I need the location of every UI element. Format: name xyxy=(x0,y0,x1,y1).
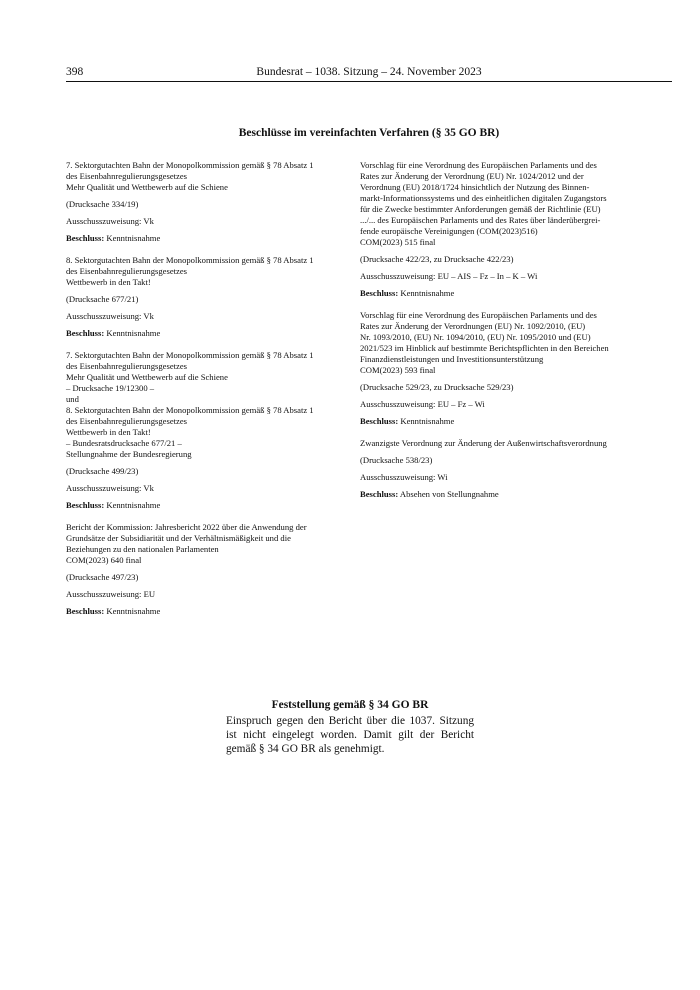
entry-title xyxy=(66,255,341,288)
entry-title-line: markt-Informationssystems und des einheitlichen digitalen Zugangstors xyxy=(360,193,607,203)
beschluss-label: Beschluss: xyxy=(66,233,105,243)
beschluss-label: Beschluss: xyxy=(66,606,105,616)
feststellung-text: Einspruch gegen den Bericht über die 1037. Sitzung ist nicht eingelegt worden. Damit gilt der Bericht gemäß § 34 GO BR als genehmigt. xyxy=(226,715,474,755)
drucksache-ref: (Drucksache 334/19) xyxy=(66,199,139,209)
left-column xyxy=(66,160,341,628)
entry-title-line: Verordnung (EU) 2018/1724 hinsichtlich der Nutzung des Binnen- xyxy=(360,182,590,192)
entry-title-line: für die Zwecke bestimmter Anforderungen gemäß der Richtlinie (EU) xyxy=(360,204,601,214)
beschluss-label: Beschluss: xyxy=(66,500,105,510)
ausschusszuweisung: Ausschusszuweisung: EU xyxy=(66,589,156,599)
page-number: 398 xyxy=(66,66,84,78)
entry-title-line: Mehr Qualität und Wettbewerb auf die Schiene xyxy=(66,372,228,382)
entry-title xyxy=(66,160,341,193)
beschluss xyxy=(360,416,635,427)
entry-title-line: Rates zur Änderung der Verordnung (EU) Nr. 1024/2012 und der xyxy=(360,171,584,181)
entry-title-line: Grundsätze der Subsidiarität und der Verhältnismäßigkeit und die xyxy=(66,533,291,543)
agenda-entry xyxy=(360,160,635,299)
beschluss xyxy=(360,288,635,299)
entry-title-line: Wettbewerb in den Takt! xyxy=(66,277,151,287)
ausschusszuweisung: Ausschusszuweisung: Wi xyxy=(360,472,448,482)
entry-title-line: Vorschlag für eine Verordnung des Europäischen Parlaments und des xyxy=(360,310,597,320)
running-header-title: Bundesrat – 1038. Sitzung – 24. November 2023 xyxy=(256,66,482,78)
beschluss xyxy=(66,233,341,244)
drucksache-ref: (Drucksache 677/21) xyxy=(66,294,139,304)
right-column xyxy=(360,160,635,511)
beschluss xyxy=(66,500,341,511)
entry-title-line: des Eisenbahnregulierungsgesetzes xyxy=(66,266,187,276)
entry-title-line: 7. Sektorgutachten Bahn der Monopolkommission gemäß § 78 Absatz 1 xyxy=(66,350,314,360)
entry-title-line: 8. Sektorgutachten Bahn der Monopolkommission gemäß § 78 Absatz 1 xyxy=(66,255,314,265)
agenda-entry xyxy=(360,310,635,427)
agenda-entry xyxy=(66,255,341,339)
agenda-entry xyxy=(66,522,341,617)
entry-title-line: COM(2023) 593 final xyxy=(360,365,436,375)
ausschusszuweisung: Ausschusszuweisung: Vk xyxy=(66,483,154,493)
entry-title-line: Beziehungen zu den nationalen Parlamenten xyxy=(66,544,219,554)
agenda-entry xyxy=(66,160,341,244)
ausschusszuweisung: Ausschusszuweisung: Vk xyxy=(66,216,154,226)
entry-title xyxy=(66,350,341,460)
beschluss xyxy=(66,606,341,617)
beschluss xyxy=(66,328,341,339)
entry-title-line: und xyxy=(66,394,79,404)
entry-title xyxy=(360,310,635,376)
entry-title-line: des Eisenbahnregulierungsgesetzes xyxy=(66,416,187,426)
entry-title xyxy=(66,522,341,566)
agenda-entry xyxy=(66,350,341,511)
entry-title-line: COM(2023) 515 final xyxy=(360,237,436,247)
entry-title xyxy=(360,160,635,248)
beschluss-value: Kenntnisnahme xyxy=(400,288,455,298)
beschluss-value: Kenntnisnahme xyxy=(400,416,455,426)
beschluss-label: Beschluss: xyxy=(360,416,399,426)
drucksache-ref: (Drucksache 497/23) xyxy=(66,572,139,582)
entry-title-line: Vorschlag für eine Verordnung des Europäischen Parlaments und des xyxy=(360,160,597,170)
entry-title-line: – Drucksache 19/12300 – xyxy=(66,383,155,393)
beschluss-value: Kenntnisnahme xyxy=(106,233,161,243)
entry-title-line: Wettbewerb in den Takt! xyxy=(66,427,151,437)
ausschusszuweisung: Ausschusszuweisung: EU – AIS – Fz – In – K – Wi xyxy=(360,271,538,281)
ausschusszuweisung: Ausschusszuweisung: EU – Fz – Wi xyxy=(360,399,485,409)
entry-title-line: .../... des Europäischen Parlaments und des Rates über länderübergrei- xyxy=(360,215,601,225)
beschluss xyxy=(360,489,635,500)
feststellung-title: Feststellung gemäß § 34 GO BR xyxy=(271,699,429,711)
entry-title-line: Mehr Qualität und Wettbewerb auf die Schiene xyxy=(66,182,228,192)
drucksache-ref: (Drucksache 422/23, zu Drucksache 422/23) xyxy=(360,254,514,264)
beschluss-value: Absehen von Stellungnahme xyxy=(399,489,499,499)
entry-title-line: 8. Sektorgutachten Bahn der Monopolkommission gemäß § 78 Absatz 1 xyxy=(66,405,314,415)
beschluss-value: Kenntnisnahme xyxy=(106,500,161,510)
beschluss-label: Beschluss: xyxy=(66,328,105,338)
agenda-entry xyxy=(360,438,635,500)
entry-title-line: Bericht der Kommission: Jahresbericht 2022 über die Anwendung der xyxy=(66,522,307,532)
beschluss-label: Beschluss: xyxy=(360,489,399,499)
entry-title-line: Finanzdienstleistungen und Investitionsunterstützung xyxy=(360,354,544,364)
entry-title-line: 7. Sektorgutachten Bahn der Monopolkommission gemäß § 78 Absatz 1 xyxy=(66,160,314,170)
drucksache-ref: (Drucksache 499/23) xyxy=(66,466,139,476)
entry-title-line: Rates zur Änderung der Verordnungen (EU) Nr. 1092/2010, (EU) xyxy=(360,321,586,331)
page-header xyxy=(66,66,672,80)
entry-title-line: – Bundesratsdrucksache 677/21 – xyxy=(66,438,182,448)
entry-title-line: Nr. 1093/2010, (EU) Nr. 1094/2010, (EU) Nr. 1095/2010 und (EU) xyxy=(360,332,591,342)
entry-title-line: des Eisenbahnregulierungsgesetzes xyxy=(66,361,187,371)
header-rule xyxy=(66,81,672,82)
entry-title xyxy=(360,438,635,449)
ausschusszuweisung: Ausschusszuweisung: Vk xyxy=(66,311,154,321)
entry-title-line: Stellungnahme der Bundesregierung xyxy=(66,449,192,459)
entry-title-line: Zwanzigste Verordnung zur Änderung der Außenwirtschaftsverordnung xyxy=(360,438,607,448)
beschluss-label: Beschluss: xyxy=(360,288,399,298)
section-title: Beschlüsse im vereinfachten Verfahren (§ 35 GO BR) xyxy=(238,127,500,139)
entry-title-line: COM(2023) 640 final xyxy=(66,555,142,565)
drucksache-ref: (Drucksache 529/23, zu Drucksache 529/23) xyxy=(360,382,514,392)
entry-title-line: 2021/523 im Hinblick auf bestimmte Berichtspflichten in den Bereichen xyxy=(360,343,609,353)
entry-title-line: fende europäische Vereinigungen (COM(2023)516) xyxy=(360,226,538,236)
drucksache-ref: (Drucksache 538/23) xyxy=(360,455,433,465)
beschluss-value: Kenntnisnahme xyxy=(106,606,161,616)
entry-title-line: des Eisenbahnregulierungsgesetzes xyxy=(66,171,187,181)
beschluss-value: Kenntnisnahme xyxy=(106,328,161,338)
